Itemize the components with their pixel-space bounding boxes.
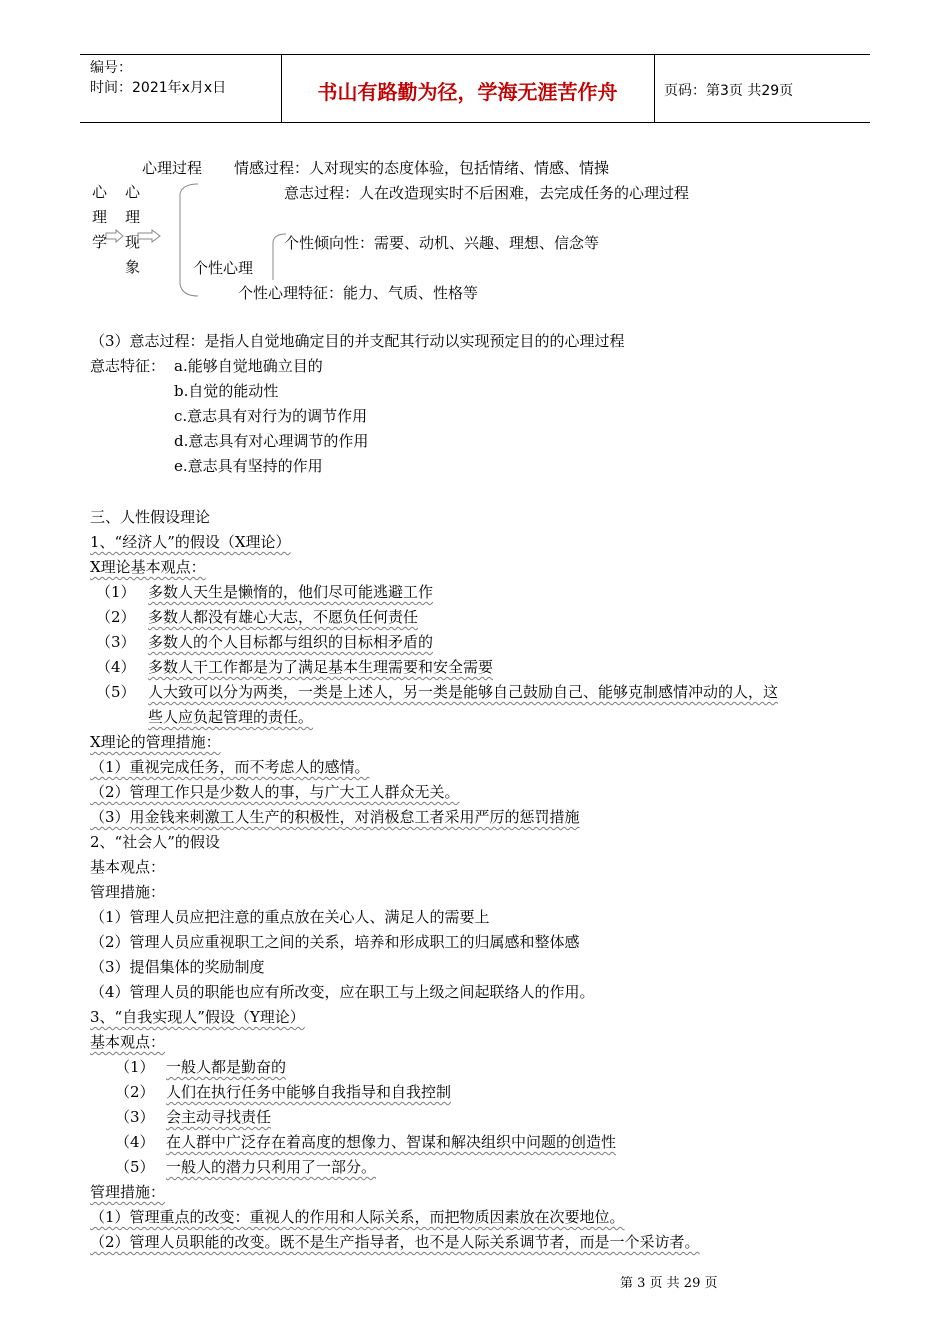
y-view-num-3: （3）: [115, 1108, 155, 1126]
will-feature-c: c.意志具有对行为的调节作用: [174, 407, 368, 425]
social-measure-2: （2）管理人员应重视职工之间的关系，培养和形成职工的归属感和整体感: [90, 933, 580, 951]
x-view-text-1: 多数人天生是懒惰的，他们尽可能逃避工作: [148, 583, 434, 601]
header-page-label: 页码：第3页 共29页: [664, 83, 794, 99]
y-view-text-2: 人们在执行任务中能够自我指导和自我控制: [166, 1083, 452, 1101]
header-motto: 书山有路勤为径，学海无涯苦作舟: [317, 80, 618, 104]
diagram-traits: 个性心理特征：能力、气质、性格等: [238, 284, 479, 302]
diagram-left-char-2: 理: [92, 208, 108, 226]
diagram-left-char-3: 学: [92, 233, 108, 251]
x-view-num-2: （2）: [96, 608, 136, 626]
y-view-text-3: 会主动寻找责任: [166, 1108, 272, 1126]
x-measure-1: （1）重视完成任务，而不考虑人的感情。: [90, 758, 370, 776]
y-view-text-4: 在人群中广泛存在着高度的想像力、智谋和解决组织中问题的创造性: [166, 1133, 617, 1151]
social-measure-3: （3）提倡集体的奖励制度: [90, 958, 265, 976]
will-feature-d: d.意志具有对心理调节的作用: [174, 432, 369, 450]
x-view-num-4: （4）: [96, 658, 136, 676]
y-measure-1: （1）管理重点的改变：重视人的作用和人际关系，而把物质因素放在次要地位。: [90, 1208, 625, 1226]
y-view-num-1: （1）: [115, 1058, 155, 1076]
x-measures-label: X理论的管理措施：: [90, 733, 221, 751]
x-view-text-4: 多数人干工作都是为了满足基本生理需要和安全需要: [148, 658, 494, 676]
diagram-brace: [170, 178, 200, 300]
social-measures-label: 管理措施：: [90, 883, 166, 901]
will-feature-b: b.自觉的能动性: [174, 382, 279, 400]
y-theory-heading: 3、“自我实现人”假设（Y理论）: [90, 1008, 305, 1026]
hollow-arrow-icon: [106, 230, 123, 242]
x-view-num-5: （5）: [96, 683, 136, 701]
y-views-label: 基本观点：: [90, 1033, 166, 1051]
y-view-text-5: 一般人的潜力只利用了一部分。: [166, 1158, 377, 1176]
footer-page-number: 第 3 页 共 29 页: [620, 1276, 718, 1291]
y-view-text-1: 一般人都是勤奋的: [166, 1058, 287, 1076]
header-time-label: 时间：2021年x月x日: [90, 80, 227, 96]
y-measures-label: 管理措施：: [90, 1183, 166, 1201]
x-view-text-5-cont: 些人应负起管理的责任。: [148, 708, 314, 726]
diagram-tendency: 个性倾向性：需要、动机、兴趣、理想、信念等: [284, 234, 600, 252]
social-views-label: 基本观点：: [90, 858, 166, 876]
hollow-arrow-icon-2: [138, 230, 160, 242]
diagram-personality-label: 个性心理: [193, 259, 254, 277]
will-definition: （3）意志过程：是指人自觉地确定目的并支配其行动以实现预定目的的心理过程: [90, 332, 625, 350]
diagram-emotion: 情感过程：人对现实的态度体验，包括情绪、情感、情操: [234, 159, 610, 177]
x-measure-2: （2）管理工作只是少数人的事，与广大工人群众无关。: [90, 783, 460, 801]
x-theory-heading: 1、“经济人”的假设（X理论）: [90, 533, 291, 551]
will-features-label: 意志特征：: [90, 357, 166, 375]
header-number-label: 编号：: [90, 60, 132, 76]
will-feature-a: a.能够自觉地确立目的: [174, 357, 323, 375]
y-measure-2: （2）管理人员职能的改变。既不是生产指导者，也不是人际关系调节者，而是一个采访者。: [90, 1233, 700, 1251]
diagram-second-char-2: 理: [125, 208, 141, 226]
x-view-text-5: 人大致可以分为两类，一类是上述人，另一类是能够自己鼓励自己、能够克制感情冲动的人，这: [148, 683, 779, 701]
diagram-second-char-3: 现: [125, 233, 141, 251]
x-view-text-2: 多数人都没有雄心大志，不愿负任何责任: [148, 608, 419, 626]
x-view-num-3: （3）: [96, 633, 136, 651]
diagram-process-label: 心理过程: [142, 159, 203, 177]
social-measure-4: （4）管理人员的职能也应有所改变，应在职工与上级之间起联络人的作用。: [90, 983, 595, 1001]
diagram-arrows: [104, 229, 164, 243]
diagram-second-char-4: 象: [125, 258, 141, 276]
x-view-text-3: 多数人的个人目标都与组织的目标相矛盾的: [148, 633, 434, 651]
section3-title: 三、人性假设理论: [90, 508, 211, 526]
x-view-num-1: （1）: [96, 583, 136, 601]
will-feature-e: e.意志具有坚持的作用: [174, 457, 323, 475]
diagram-will: 意志过程：人在改造现实时不后困难，去完成任务的心理过程: [284, 184, 690, 202]
y-view-num-4: （4）: [115, 1133, 155, 1151]
diagram-second-char-1: 心: [125, 183, 141, 201]
social-measure-1: （1）管理人员应把注意的重点放在关心人、满足人的需要上: [90, 908, 490, 926]
x-views-label: X理论基本观点：: [90, 558, 206, 576]
x-measure-3: （3）用金钱来刺激工人生产的积极性，对消极怠工者采用严厉的惩罚措施: [90, 808, 580, 826]
diagram-left-char-1: 心: [92, 183, 108, 201]
social-heading: 2、“社会人”的假设: [90, 833, 220, 851]
y-view-num-5: （5）: [115, 1158, 155, 1176]
y-view-num-2: （2）: [115, 1083, 155, 1101]
